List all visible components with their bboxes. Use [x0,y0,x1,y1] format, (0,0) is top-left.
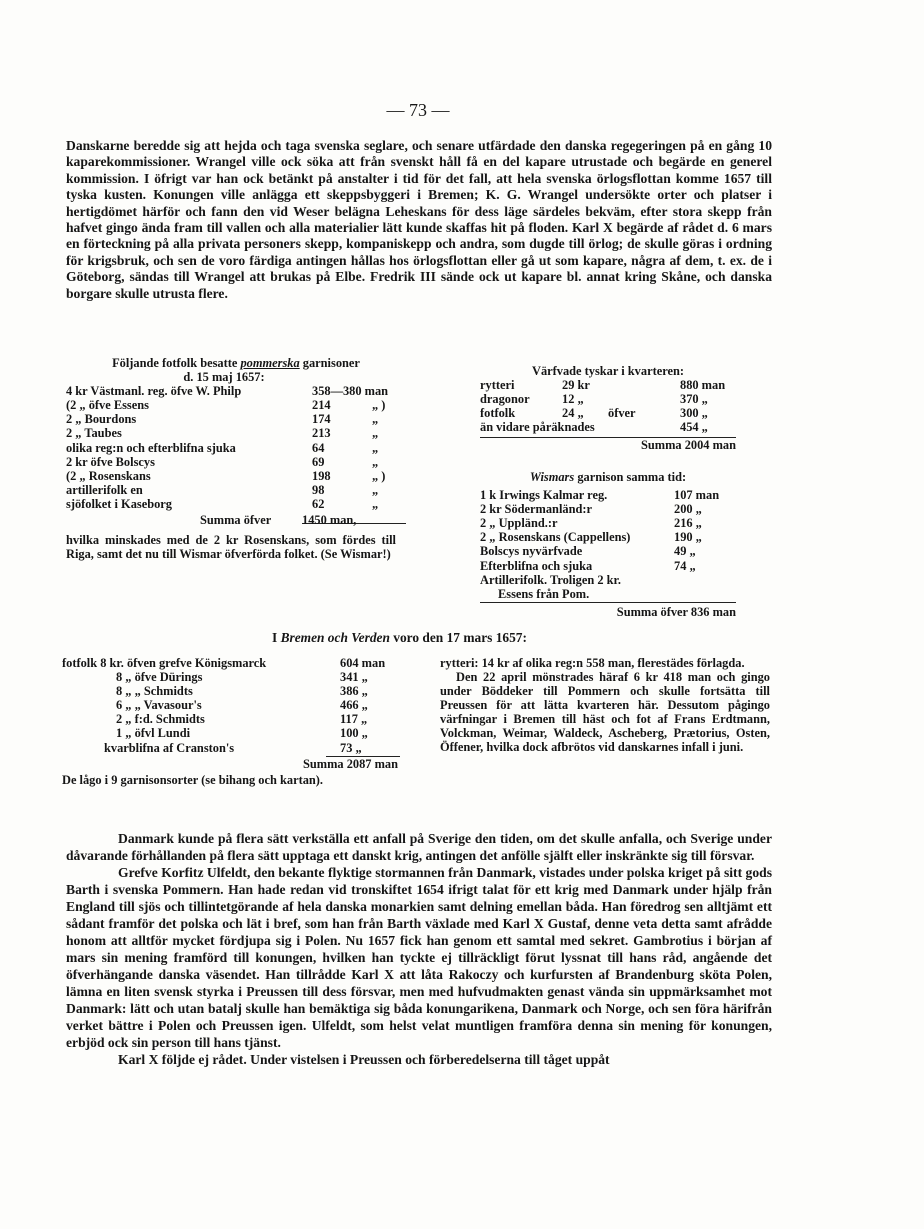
bremen-note [62,773,402,787]
bremen-caption-italic: Bremen och Verden [280,630,390,645]
pommerska-row-value: 62 [312,496,325,511]
wismar-row-label: 2 „ Rosenskans (Cappellens) [480,530,631,545]
body-paragraph: Karl X följde ej rådet. Under vistelsen i Preussen och förberedelserna till tåget uppåt [118,1052,610,1067]
pommerska-total [66,513,406,527]
pommerska-row-label: 2 kr öfve Bolscys [66,454,155,469]
intro-text: Danskarne beredde sig att hejda och taga svenska seglare, och senare utfärdade den danska regegeringen på en gång 10 kaparekommissioner. Wrangel ville ock söka att från svenskt håll få en del kapare utrustade och begärde en generel kommission. I öfrigt var han ock betänkt på anstalter i tid för det fall, att hela svenska örlogsflottan komme 1657 till tyska kusten. Konungen ville anlägga ett skeppsbyggeri i Bremen; K. G. Wrangel undersökte orter och platser i hertigdömet härför och fann den vid Weser belägna Leheskans för dess läge särdeles bekväm, efter stora skepp från hafvet gingo ända fram till vallen och alla materialier lätt kunde skaffas hit på floden. Karl X begärde af rådet d. 6 mars en förteckning på alla privata personers skepp, kompaniskepp och andra, som dugde till örlog; de skulle göras i ordning för krigsbruk, och sen de voro färdiga antingen hållas hos örlogsflottan eller gå ut som kapare, några af dem, t. ex. de i Göteborg, sändas till Wrangel att brukas på Elbe. Fredrik III sände ock ut kapare bl. annat kring Skåne, och danska borgare skulle utrusta flere. [66,138,772,301]
varfvade-row-value: 300 „ [680,406,708,421]
bremen-row [62,698,402,712]
bremen-row-value: 341 „ [340,670,368,685]
varfvade-row-count: 29 kr [562,378,590,393]
pommerska-date: d. 15 maj 1657: [183,370,265,385]
pommerska-row-label: 4 kr Västmanl. reg. öfve W. Philp [66,384,242,399]
bremen-caption [272,630,527,646]
pommerska-table [66,356,406,561]
varfvade-row-count: 12 „ [562,392,584,407]
pommerska-total-value: 1450 man, [302,513,357,528]
bremen-row-value: 386 „ [340,684,368,699]
wismar-row [480,544,736,558]
pommerska-row-mark: „ ) [372,398,386,413]
bremen-note-text: De lågo i 9 garnisonsorter (se bihang och kartan). [62,772,324,787]
wismar-row-label: Artillerifolk. Troligen 2 kr. [480,572,621,587]
pommerska-row-mark: „ [372,426,379,441]
pommerska-row-label: 2 „ Bourdons [66,412,137,427]
page-number: — 73 — [386,100,450,120]
varfvade-row-extra: öfver [608,406,636,421]
wismar-total-text: Summa öfver 836 man [616,604,736,619]
pommerska-row-mark: „ [372,454,379,469]
pommerska-row-label: sjöfolket i Kaseborg [66,496,172,511]
pommerska-title-pre: Följande fotfolk besatte [112,356,241,370]
wismar-row-label: 2 kr Södermanländ:r [480,502,592,517]
varfvade-row [480,378,736,392]
rytteri-note [440,656,770,754]
pommerska-row-value: 174 [312,412,331,427]
pommerska-row-mark: „ [372,482,379,497]
varfvade-row [480,392,736,406]
wismar-row [480,530,736,544]
pommerska-rows [66,384,406,511]
bremen-row-label: 1 „ öfvl Lundi [116,726,191,741]
wismar-row-label: Essens från Pom. [498,586,590,601]
pommerska-row-value: 69 [312,454,325,469]
bremen-caption-pre: I [272,630,281,645]
pommerska-row-mark: „ [372,440,379,455]
bremen-row-label: 6 „ „ Vavasour's [116,698,202,713]
wismar-total [480,605,736,619]
bremen-row [62,741,402,755]
bremen-caption-post: voro den 17 mars 1657: [389,630,527,645]
pommerska-total-label: Summa öfver [200,513,272,528]
varfvade-total [480,438,736,452]
pommerska-row-value: 198 [312,468,331,483]
wismar-row-value: 74 „ [674,558,696,573]
bremen-total [62,757,402,771]
pommerska-row-label: olika reg:n och efterblifna sjuka [66,440,236,455]
pommerska-row [66,483,406,497]
wismar-row-value: 49 „ [674,544,696,559]
pommerska-title-italic: pommerska [240,356,300,370]
wismar-row-value: 216 „ [674,516,702,531]
pommerska-row [66,384,406,398]
bremen-row-value: 117 „ [340,712,368,727]
varfvade-title: Värfvade tyskar i kvarteren: [532,364,684,378]
bremen-row-label: 2 „ f:d. Schmidts [116,712,205,727]
wismar-table [480,470,736,619]
bremen-row-value: 466 „ [340,698,368,713]
wismar-row-value: 107 man [674,488,720,503]
rytteri-body: Den 22 april mönstrades häraf 6 kr 418 man och gingo under Böddeker till Pommern och skulle fortsätta till Preussen för att lätta kvarteren här. Dessutom pågingo värfningar i Bremen till häst och fot af Frans Erdtmann, Volckman, Weimar, Waldeck, Ascheberg, Prætorius, Osten, Öffener, hvilka dock afbrötos vid danskarnes infall i juni. [440,670,770,754]
varfvade-table [480,364,736,453]
bremen-row-value: 604 man [340,656,386,670]
pommerska-row-value: 98 [312,482,325,497]
pommerska-row-value: 358—380 man [312,384,389,399]
bremen-row-value: 73 „ [340,740,362,755]
wismar-row-label: Bolscys nyvärfvade [480,544,583,559]
pommerska-title [66,356,406,370]
wismar-rule [480,602,736,603]
bremen-row [62,712,402,726]
bremen-row-label: 8 „ öfve Dürings [116,670,203,685]
pommerska-row [66,441,406,455]
pommerska-row [66,398,406,412]
pommerska-row-mark: „ [372,496,379,511]
pommerska-row [66,455,406,469]
wismar-row [480,587,736,601]
wismar-rows [480,488,736,601]
wismar-row [480,502,736,516]
pommerska-row-value: 64 [312,440,325,455]
wismar-row-value: 200 „ [674,502,702,517]
wismar-row [480,488,736,502]
bremen-row-label: kvarblifna af Cranston's [104,740,235,755]
bremen-row [62,670,402,684]
bremen-table [62,656,402,787]
pommerska-row [66,497,406,511]
varfvade-row-value: 454 „ [680,420,708,435]
wismar-title-post: garnison samma tid: [574,470,687,484]
pommerska-row-label: 2 „ Taubes [66,426,122,441]
body-paragraph: Danmark kunde på flera sätt verkställa ett anfall på Sverige den tiden, om det skulle anfalla, och Sverige under dåvarande förhållanden på flera sätt upptaga ett danskt krig, antingen det anfölle själft eller inskränkte sig till försvar. [66,831,772,863]
wismar-row-label: 2 „ Uppländ.:r [480,516,558,531]
body-paragraph: Grefve Korfitz Ulfeldt, den bekante flyktige stormannen från Danmark, vistades under polska kriget på sitt gods Barth i svenska Pommern. Han hade redan vid tronskiftet 1654 ifrigt talat för ett krig med Danmark under hjälp från England till sjös och tillintetgörande af hela danska monarkien samt delning emellan båda. Han föredrog sen alltjämt ett sådant framför det polska och lät i bref, som han från Barth växlade med Karl X Gustaf, denne veta detta samt afrådde honom att alltför mycket fördjupa sig i Polen. Nu 1657 fick han genom ett samtal med sekret. Gambrotius i början af mars sin mening framförd till konungen, hvilken han tyckte ej tillräckligt förut lyssnat till hans råd, angående det öfverhängande danska väsendet. Han tillrådde Karl X att låta Rakoczy och kurfursten af Brandenburg sköta Polen, lämna en liten svensk styrka i Preussen till dess försvar, men med hufvudmakten genast vända sin uppmärksamhet mot Danmark: lätt och utan batalj skulle han bemäktiga sig båda konungarikena, Danmark och Norge, och sen föra härifrån verket bättre i Polen och Preussen igen. Ulfeldt, som helst velat muntligen framföra denna sin mening för konungen, erbjöd ock sin person till hans tjänst. [66,865,772,1050]
pommerska-row [66,412,406,426]
wismar-title-italic: Wismars [529,470,575,484]
bremen-row-value: 100 „ [340,726,368,741]
bremen-rows [62,656,402,755]
pommerska-row-value: 214 [312,398,331,413]
varfvade-row-label: än vidare påräknades [480,420,595,435]
pommerska-row-label: (2 „ Rosenskans [66,468,151,483]
pommerska-row-label: (2 „ öfve Essens [66,398,149,413]
pommerska-note: hvilka minskades med de 2 kr Rosenskans, som fördes till Riga, samt det nu till Wismar öfverförda folket. (Se Wismar!) [66,533,396,562]
pommerska-title-post: garnisoner [299,356,360,370]
varfvade-row [480,406,736,420]
pommerska-row [66,469,406,483]
pommerska-row-value: 213 [312,426,331,441]
pommerska-row-mark: „ ) [372,468,386,483]
bremen-row [62,726,402,740]
varfvade-row-label: fotfolk [480,406,516,421]
bremen-row [62,684,402,698]
wismar-row [480,559,736,573]
varfvade-row-label: rytteri [480,378,515,393]
wismar-title [480,470,736,484]
bremen-total-text: Summa 2087 man [302,756,398,771]
wismar-row [480,573,736,587]
wismar-row-label: 1 k Irwings Kalmar reg. [480,488,608,503]
bremen-row [62,656,402,670]
rytteri-lead: rytteri: 14 kr af olika reg:n 558 man, flerestädes förlagda. [440,656,745,670]
bremen-row-label: fotfolk 8 kr. öfven grefve Königsmarck [62,656,267,670]
pommerska-row [66,426,406,440]
varfvade-rows [480,378,736,434]
pommerska-row-label: artillerifolk en [66,482,143,497]
varfvade-row-label: dragonor [480,392,530,407]
varfvade-row-value: 370 „ [680,392,708,407]
varfvade-total-text: Summa 2004 man [640,438,736,453]
varfvade-row-count: 24 „ [562,406,584,421]
pommerska-row-mark: „ [372,412,379,427]
bremen-row-label: 8 „ „ Schmidts [116,684,193,699]
varfvade-row [480,420,736,434]
wismar-row [480,516,736,530]
body-paragraphs [66,830,772,1068]
wismar-row-value: 190 „ [674,530,702,545]
varfvade-row-value: 880 man [680,378,726,393]
wismar-row-label: Efterblifna och sjuka [480,558,593,573]
intro-paragraph [66,138,772,302]
